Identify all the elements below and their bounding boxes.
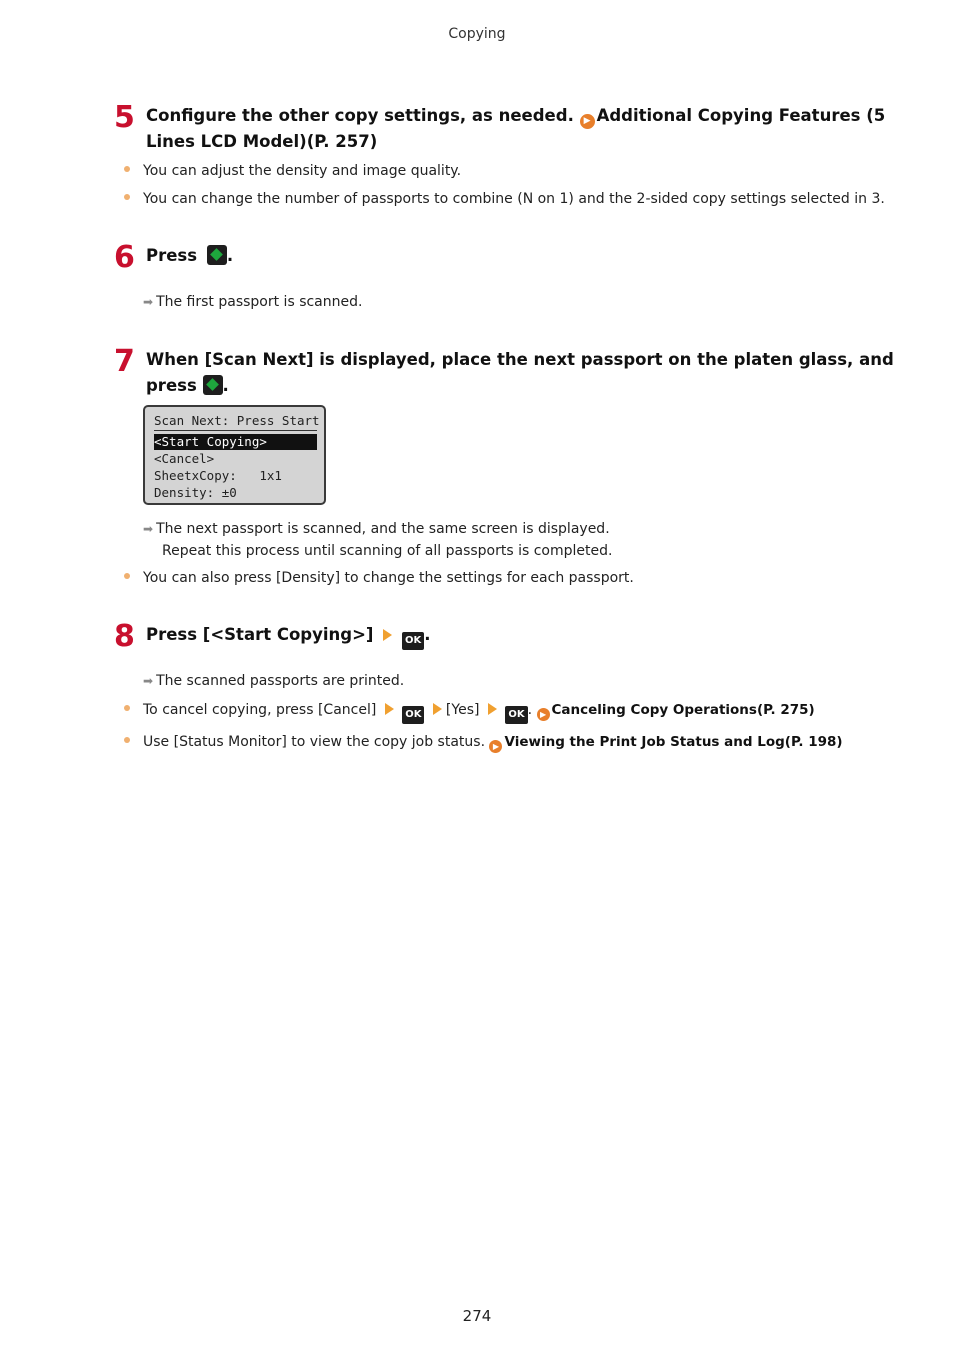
next-arrow-icon bbox=[385, 703, 394, 715]
bullet-text: You can also press [Density] to change the settings for each passport. bbox=[143, 570, 634, 586]
step-title bbox=[146, 243, 894, 269]
step-5 bbox=[114, 100, 894, 155]
result-line: Repeat this process until scanning of all passports is completed. bbox=[162, 543, 613, 559]
bullet-dot-icon bbox=[124, 705, 130, 711]
bullet-text: You can adjust the density and image quality. bbox=[143, 163, 462, 179]
next-arrow-icon bbox=[488, 703, 497, 715]
running-header: Copying bbox=[448, 26, 506, 42]
step-number: 7 bbox=[114, 344, 134, 379]
result-line bbox=[143, 670, 404, 692]
step-8 bbox=[114, 619, 894, 654]
result-arrow-icon: ➡ bbox=[143, 522, 154, 536]
bullet-text: You can change the number of passports to combine (N on 1) and the 2-sided copy settings selected in 3. bbox=[143, 191, 885, 207]
step-title bbox=[146, 103, 894, 155]
start-key-icon bbox=[207, 245, 227, 265]
lcd-divider bbox=[154, 430, 317, 431]
result-line bbox=[143, 291, 362, 313]
bullet-dot-icon bbox=[124, 573, 130, 579]
bullet-text: Use [Status Monitor] to view the copy job status. bbox=[143, 734, 490, 750]
result-text: The scanned passports are printed. bbox=[156, 673, 405, 689]
link-text: Canceling Copy Operations(P. 275) bbox=[551, 702, 815, 718]
ok-key-icon: OK bbox=[505, 706, 527, 724]
lcd-title: Scan Next: Press Start bbox=[154, 413, 320, 428]
link-arrow-icon: ▶ bbox=[489, 740, 502, 753]
ok-key-icon: OK bbox=[402, 632, 424, 650]
link-arrow-icon: ▶ bbox=[537, 708, 550, 721]
bullet-item bbox=[124, 568, 634, 588]
page-number: 274 bbox=[462, 1307, 492, 1325]
step-title bbox=[146, 622, 894, 650]
lcd-item-cancel: <Cancel> bbox=[154, 451, 215, 466]
link-text: Additional Copying Features (5 Lines LCD Model)(P. 257) bbox=[146, 106, 886, 151]
result-line bbox=[143, 518, 610, 540]
bullet-dot-icon bbox=[124, 166, 130, 172]
result-arrow-icon: ➡ bbox=[143, 295, 154, 309]
lcd-item-density: Density: ±0 bbox=[154, 485, 237, 500]
step-title-text: Press bbox=[146, 246, 198, 265]
step-number: 5 bbox=[114, 100, 134, 135]
step-number: 8 bbox=[114, 619, 134, 654]
period: . bbox=[222, 376, 229, 395]
bullet-text: To cancel copying, press [Cancel] bbox=[143, 702, 377, 718]
step-6 bbox=[114, 240, 894, 275]
lcd-item-start-copying: <Start Copying> bbox=[154, 434, 317, 450]
lcd-screen bbox=[143, 405, 326, 505]
next-arrow-icon bbox=[433, 703, 442, 715]
step-number: 6 bbox=[114, 240, 134, 275]
step-title-text: Press [<Start Copying>] bbox=[146, 625, 374, 644]
link-arrow-icon: ▶ bbox=[580, 114, 595, 129]
yes-label: [Yes] bbox=[445, 702, 480, 718]
lcd-item-sheetxcopy: SheetxCopy: 1x1 bbox=[154, 468, 282, 483]
ok-key-icon: OK bbox=[402, 706, 424, 724]
link-text: Viewing the Print Job Status and Log(P. 198) bbox=[504, 734, 843, 750]
result-text: The next passport is scanned, and the same screen is displayed. bbox=[156, 521, 610, 537]
result-arrow-icon: ➡ bbox=[143, 674, 154, 688]
period: . bbox=[424, 625, 431, 644]
step-title-text: Configure the other copy settings, as needed. bbox=[146, 106, 580, 125]
link-canceling-copy-operations[interactable] bbox=[537, 702, 815, 718]
bullet-item bbox=[124, 161, 461, 181]
bullet-item bbox=[124, 189, 885, 209]
period: . bbox=[226, 246, 234, 265]
bullet-dot-icon bbox=[124, 737, 130, 743]
bullet-dot-icon bbox=[124, 194, 130, 200]
step-7 bbox=[114, 344, 894, 399]
start-key-icon bbox=[203, 375, 223, 395]
bullet-item: To cancel copying, press [Cancel] OK [Yes] OK . ▶ Canceling Copy Operations(P. 275) bbox=[124, 700, 815, 724]
link-viewing-print-job-status[interactable] bbox=[489, 734, 842, 750]
next-arrow-icon bbox=[383, 629, 392, 641]
bullet-item bbox=[124, 732, 843, 753]
step-title bbox=[146, 347, 894, 399]
result-text: The first passport is scanned. bbox=[156, 294, 363, 310]
step-title-text: When [Scan Next] is displayed, place the next passport on the platen glass, and press bbox=[146, 350, 894, 395]
